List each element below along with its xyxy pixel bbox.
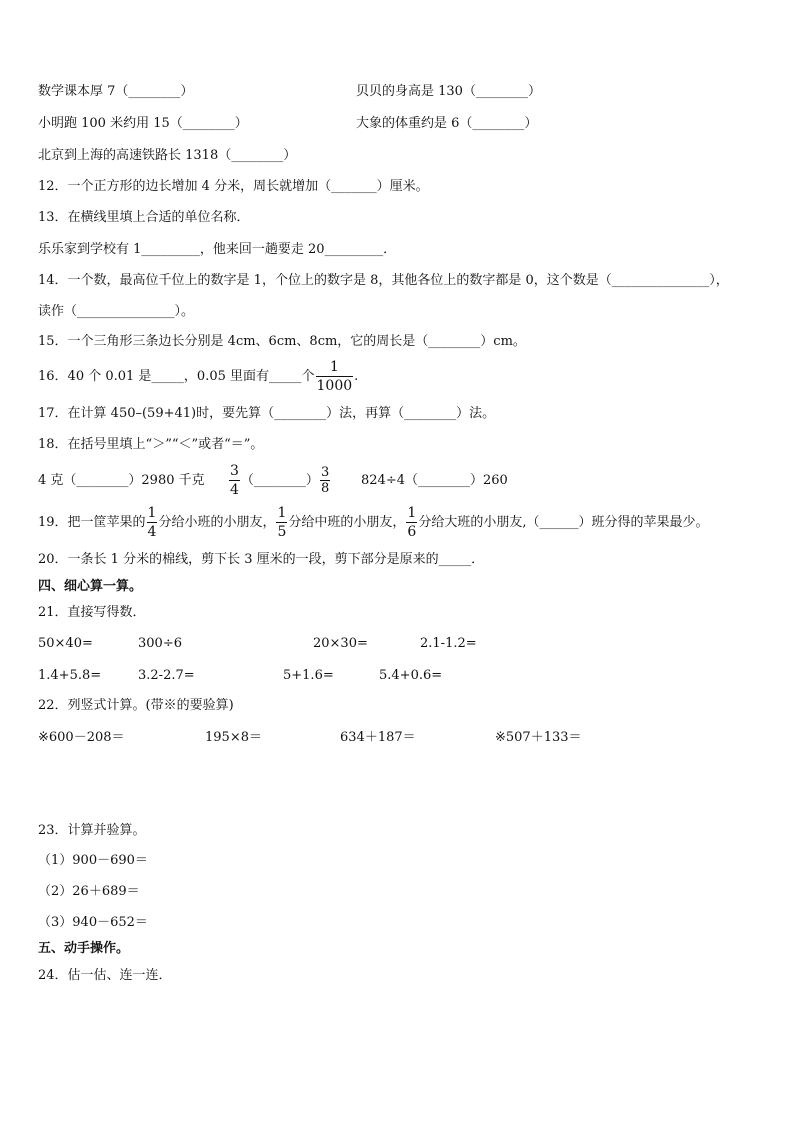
fraction-1-5 bbox=[276, 504, 287, 541]
units-item-height: 贝贝的身高是 130（________） bbox=[356, 84, 541, 99]
q22-item: ※600－208＝ bbox=[38, 730, 125, 745]
fraction-denominator: 4 bbox=[147, 524, 157, 540]
q21-item: 50×40= bbox=[38, 636, 93, 651]
question-19 bbox=[38, 504, 708, 541]
fraction-denominator: 5 bbox=[277, 524, 287, 540]
question-21: 21．直接写得数． bbox=[38, 605, 146, 620]
question-19-text-4: 分给大班的小朋友,（______）班分得的苹果最少。 bbox=[418, 515, 709, 530]
fraction-3-4 bbox=[229, 462, 240, 499]
fraction-denominator: 6 bbox=[407, 524, 417, 540]
units-item-run-time: 小明跑 100 米约用 15（________） bbox=[38, 116, 248, 131]
q21-item: 5.4+0.6= bbox=[379, 668, 443, 683]
question-18: 18．在括号里填上“＞”“＜”或者“＝”。 bbox=[38, 437, 264, 452]
fraction-denominator: 4 bbox=[230, 482, 239, 498]
q21-item: 5+1.6= bbox=[283, 668, 334, 683]
question-13: 13．在横线里填上合适的单位名称． bbox=[38, 210, 250, 225]
question-20: 20．一条长 1 分米的棉线，剪下长 3 厘米的一段，剪下部分是原来的_____． bbox=[38, 552, 485, 567]
compare-blank: （________） bbox=[240, 473, 319, 488]
q21-item: 20×30= bbox=[313, 636, 368, 651]
fraction-3-8 bbox=[320, 465, 330, 496]
fraction-numerator: 3 bbox=[320, 465, 330, 480]
question-15: 15．一个三角形三条边长分别是 4cm、6cm、8cm，它的周长是（________）cm。 bbox=[38, 334, 526, 349]
section-5-heading: 五、动手操作。 bbox=[38, 941, 130, 956]
q23-item: （3）940－652＝ bbox=[38, 915, 148, 930]
fraction-numerator: 1 bbox=[407, 505, 417, 521]
question-16-end: . bbox=[354, 369, 359, 384]
q21-item: 3.2-2.7= bbox=[138, 668, 195, 683]
question-19-text-3: 分给中班的小朋友， bbox=[288, 515, 406, 530]
q22-item: ※507＋133＝ bbox=[495, 730, 582, 745]
question-13-line: 乐乐家到学校有 1_________，他来回一趟要走 20_________． bbox=[38, 242, 397, 257]
units-item-textbook: 数学课本厚 7（________） bbox=[38, 84, 194, 99]
units-item-railway: 北京到上海的高速铁路长 1318（________） bbox=[38, 148, 297, 163]
units-item-elephant: 大象的体重约是 6（________） bbox=[356, 116, 538, 131]
question-16-text: 16．40 个 0.01 是_____，0.05 里面有_____个 bbox=[38, 369, 315, 384]
fraction-denominator: 8 bbox=[320, 481, 330, 496]
q22-item: 195×8＝ bbox=[205, 730, 262, 745]
question-22: 22．列竖式计算。(带※的要验算) bbox=[38, 698, 234, 713]
section-4-heading: 四、细心算一算。 bbox=[38, 579, 143, 594]
question-17: 17．在计算 450–(59+41)时，要先算（________）法，再算（________）法。 bbox=[38, 406, 496, 421]
question-18-item-b bbox=[228, 462, 331, 499]
q23-item: （1）900－690＝ bbox=[38, 853, 148, 868]
q21-item: 300÷6 bbox=[138, 636, 182, 651]
question-18-item-c: 824÷4（________）260 bbox=[361, 473, 508, 488]
q21-item: 2.1-1.2= bbox=[420, 636, 477, 651]
question-16 bbox=[38, 358, 358, 395]
question-19-text-2: 分给小班的小朋友， bbox=[158, 515, 276, 530]
fraction-1-4 bbox=[147, 504, 158, 541]
fraction-1-1000 bbox=[316, 358, 354, 395]
fraction-numerator: 1 bbox=[329, 359, 339, 375]
fraction-numerator: 3 bbox=[230, 463, 239, 479]
question-14-read: 读作（_______________）。 bbox=[38, 304, 195, 319]
question-19-text-1: 19．把一筐苹果的 bbox=[38, 515, 146, 530]
question-14: 14．一个数，最高位千位上的数字是 1，个位上的数字是 8，其他各位上的数字都是 0，这个数是（_______________）， bbox=[38, 273, 729, 288]
question-24: 24．估一估、连一连． bbox=[38, 968, 172, 983]
fraction-denominator: 1000 bbox=[316, 378, 353, 394]
question-18-item-a: 4 克（________）2980 千克 bbox=[38, 473, 205, 488]
question-23: 23．计算并验算。 bbox=[38, 823, 146, 838]
question-12: 12．一个正方形的边长增加 4 分米，周长就增加（_______）厘米。 bbox=[38, 179, 429, 194]
fraction-numerator: 1 bbox=[277, 505, 287, 521]
q22-item: 634＋187＝ bbox=[340, 730, 416, 745]
q23-item: （2）26＋689＝ bbox=[38, 884, 140, 899]
fraction-numerator: 1 bbox=[147, 505, 157, 521]
fraction-1-6 bbox=[406, 504, 417, 541]
q21-item: 1.4+5.8= bbox=[38, 668, 102, 683]
